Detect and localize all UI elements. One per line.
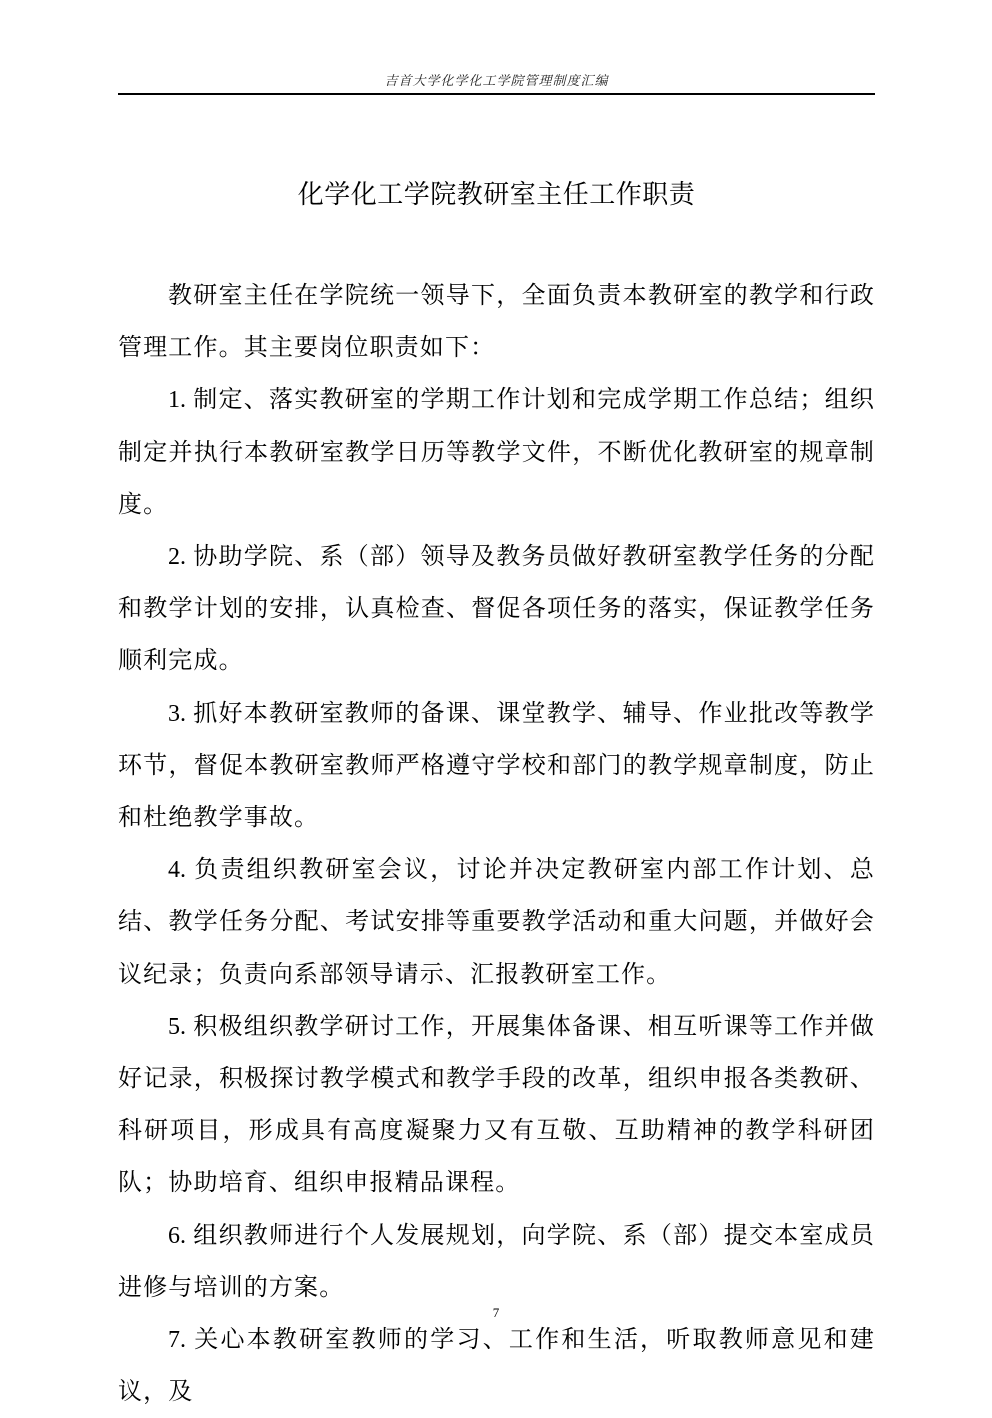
running-header: 吉首大学化学化工学院管理制度汇编 — [384, 73, 609, 88]
duty-item-7 — [118, 1314, 875, 1418]
item-number: 2. — [168, 544, 186, 571]
header-rule — [118, 93, 875, 95]
duty-item-6 — [118, 1210, 875, 1314]
duty-item-5 — [118, 1001, 875, 1210]
duty-item-4 — [118, 844, 875, 1001]
item-number: 3. — [168, 700, 186, 727]
document-title: 化学化工学院教研室主任工作职责 — [297, 180, 696, 209]
duty-item-3 — [118, 688, 875, 845]
intro-paragraph: 教研室主任在学院统一领导下，全面负责本教研室的教学和行政管理工作。其主要岗位职责如下： — [118, 283, 875, 362]
item-text: 关心本教研室教师的学习、工作和生活，听取教师意见和建议，及 — [118, 1327, 875, 1406]
duty-item-2 — [118, 531, 875, 688]
item-text: 积极组织教学研讨工作，开展集体备课、相互听课等工作并做好记录，积极探讨教学模式和教学手段的改革，组织申报各类教研、科研项目，形成具有高度凝聚力又有互敬、互助精神的教学科研团队；协助培育、组织申报精品课程。 — [118, 1013, 875, 1197]
item-number: 5. — [168, 1013, 186, 1040]
duty-item-1 — [118, 374, 875, 531]
item-text: 负责组织教研室会议，讨论并决定教研室内部工作计划、总结、教学任务分配、考试安排等重要教学活动和重大问题，并做好会议纪录；负责向系部领导请示、汇报教研室工作。 — [118, 857, 875, 988]
item-text: 制定、落实教研室的学期工作计划和完成学期工作总结；组织制定并执行本教研室教学日历等教学文件，不断优化教研室的规章制度。 — [118, 387, 875, 518]
item-number: 1. — [168, 387, 186, 414]
page-number: 7 — [492, 1305, 500, 1320]
item-number: 7. — [168, 1327, 186, 1354]
item-text: 协助学院、系（部）领导及教务员做好教研室教学任务的分配和教学计划的安排，认真检查、督促各项任务的落实，保证教学任务顺利完成。 — [118, 544, 875, 675]
item-text: 抓好本教研室教师的备课、课堂教学、辅导、作业批改等教学环节，督促本教研室教师严格遵守学校和部门的教学规章制度，防止和杜绝教学事故。 — [118, 700, 875, 832]
item-text: 组织教师进行个人发展规划，向学院、系（部）提交本室成员进修与培训的方案。 — [118, 1222, 875, 1301]
document-body — [118, 270, 875, 1418]
item-number: 6. — [168, 1222, 186, 1249]
item-number: 4. — [168, 857, 186, 884]
